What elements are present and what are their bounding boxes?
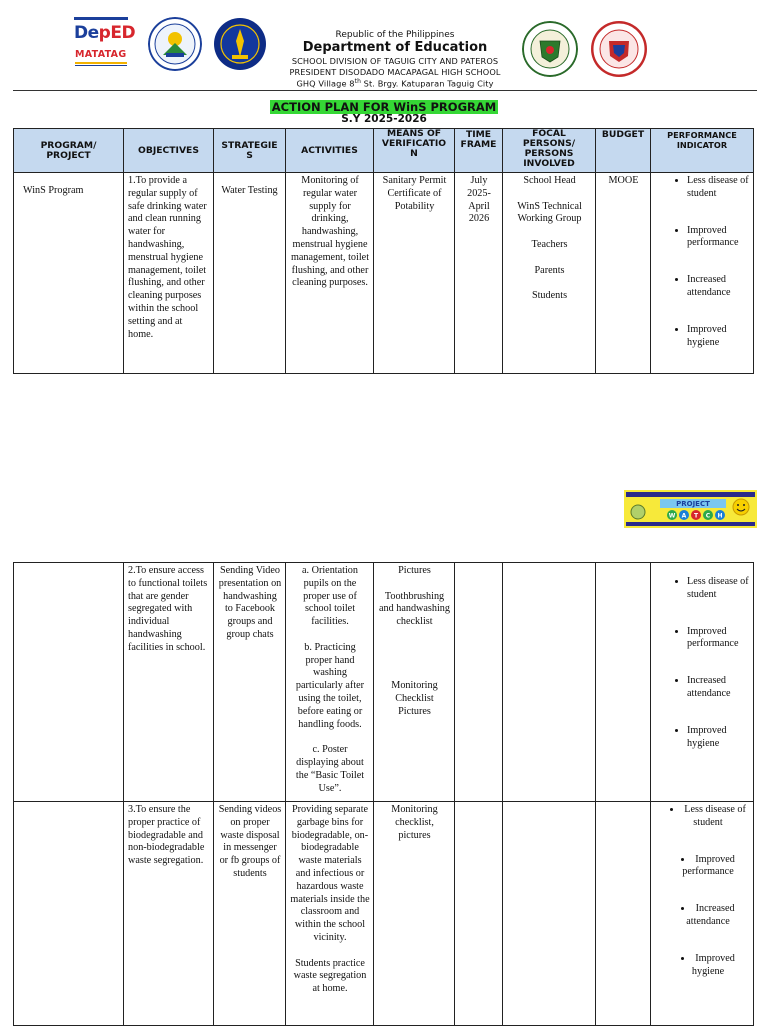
- program-cell-empty: [14, 563, 124, 802]
- objective-cell: 2.To ensure access to functional toilets that are gender segregated with individual handwashing facilities in school.: [124, 563, 214, 802]
- republic-label: Republic of the Philippines: [335, 30, 455, 40]
- project-watch-logo: [624, 490, 757, 528]
- indicator-item: • Increased attendance: [687, 274, 751, 300]
- focal-cell: School Head WinS Technical Working Group Teachers Parents Students: [503, 173, 596, 374]
- project-watch-letter: W: [668, 512, 676, 520]
- indicator-item: • Improved performance: [687, 225, 751, 251]
- project-watch-letter: A: [681, 512, 687, 520]
- deped-logo-de: De: [74, 23, 99, 43]
- strategy-cell: Sending Video presentation on handwashing to Facebook groups and group chats: [214, 563, 286, 802]
- table-row: [14, 802, 754, 1026]
- matatag-label: MATATAG: [75, 49, 127, 60]
- header-activities: ACTIVITIES: [286, 129, 374, 173]
- budget-cell-empty: [596, 563, 651, 802]
- indicator-item: • Increased attendance: [687, 675, 751, 701]
- time-frame-cell-empty: [455, 802, 503, 1026]
- indicator-item: • Less disease of student: [665, 804, 751, 830]
- header-performance: PERFORMANCE INDICATOR: [651, 129, 754, 173]
- activity-cell: a. Orientation pupils on the proper use of school toilet facilities. b. Practicing proper hand washing particularly after using the toilet, before eating or handling foods. c. Poster displaying about the “Basic Toilet Use”.: [286, 563, 374, 802]
- time-frame-cell: July 2025- April 2026: [455, 173, 503, 374]
- indicator-item: • Improved hygiene: [687, 324, 751, 350]
- department-label: Department of Education: [302, 40, 488, 55]
- activity-cell: Monitoring of regular water supply for drinking, handwashing, menstrual hygiene management, toilet flushing, and other cleaning purposes.: [286, 173, 374, 374]
- indicator-item: • Improved hygiene: [665, 953, 751, 979]
- focal-cell-empty: [503, 563, 596, 802]
- school-seal-icon: [522, 21, 578, 77]
- table-row: [14, 173, 754, 374]
- action-plan-table: [13, 128, 754, 374]
- project-watch-letter: H: [717, 512, 723, 520]
- objective-cell: 1.To provide a regular supply of safe drinking water and clean running water for handwashing, menstrual hygiene management, toilet flushing, and other cleaning purposes within the school setting and at home.: [124, 173, 214, 374]
- means-cell: Sanitary Permit Certificate of Potability: [374, 173, 455, 374]
- focal-cell-empty: [503, 802, 596, 1026]
- deped-logo-ped: pED: [98, 23, 136, 43]
- school-label: PRESIDENT DISODADO MACAPAGAL HIGH SCHOOL: [289, 67, 501, 77]
- indicator-item: • Improved hygiene: [687, 725, 751, 751]
- activity-cell: Providing separate garbage bins for biodegradable, on-biodegradable waste materials and infectious or hazardous waste materials inside the classroom and within the school vicinity. Students practice waste segregation at home.: [286, 802, 374, 1026]
- means-cell: Pictures Toothbrushing and handwashing checklist Monitoring Checklist Pictures: [374, 563, 455, 802]
- program-cell-empty: [14, 802, 124, 1026]
- means-cell: Monitoring checklist, pictures: [374, 802, 455, 1026]
- strategy-cell: Water Testing: [214, 173, 286, 374]
- budget-cell: MOOE: [596, 173, 651, 374]
- document-title: ACTION PLAN FOR WinS PROGRAM: [271, 100, 497, 114]
- division-label: SCHOOL DIVISION OF TAGUIG CITY AND PATEROS: [291, 56, 499, 66]
- objective-cell: 3.To ensure the proper practice of biodegradable and non-biodegradable waste segregation.: [124, 802, 214, 1026]
- indicator-cell: [651, 173, 754, 374]
- indicator-cell: [651, 802, 754, 1026]
- time-frame-cell-empty: [455, 563, 503, 802]
- header-means: MEANS OF VERIFICATIO N: [374, 129, 455, 173]
- program-cell: WinS Program: [14, 173, 124, 374]
- table-header-row: [14, 129, 754, 173]
- header-time-frame: TIME FRAME: [455, 129, 503, 173]
- project-watch-letter: T: [693, 512, 699, 520]
- school-year: S.Y 2025-2026: [341, 113, 427, 125]
- budget-cell-empty: [596, 802, 651, 1026]
- deped-seal-icon: [148, 17, 202, 71]
- project-watch-title: PROJECT: [676, 500, 710, 508]
- indicator-item: • Improved performance: [665, 854, 751, 880]
- deped-matatag-logo: [72, 17, 136, 69]
- project-watch-letter: C: [705, 512, 711, 520]
- header-strategies: STRATEGIE S: [214, 129, 286, 173]
- indicator-item: • Improved performance: [687, 626, 751, 652]
- header-program: PROGRAM/ PROJECT: [14, 129, 124, 173]
- header-focal: FOCAL PERSONS/ PERSONS INVOLVED: [503, 129, 596, 173]
- indicator-item: • Less disease of student: [687, 175, 751, 201]
- school-crest-icon: [591, 21, 647, 77]
- header-budget: BUDGET: [596, 129, 651, 173]
- indicator-item: • Increased attendance: [665, 903, 751, 929]
- indicator-item: • Less disease of student: [687, 576, 751, 602]
- action-plan-table-continued: [13, 562, 754, 1026]
- indicator-cell: [651, 563, 754, 802]
- strategy-cell: Sending videos on proper waste disposal in messenger or fb groups of students: [214, 802, 286, 1026]
- header-divider: [13, 90, 757, 91]
- address-label: GHQ Village 8th St. Brgy. Katuparan Taguig City: [296, 78, 494, 89]
- header-objectives: OBJECTIVES: [124, 129, 214, 173]
- table-row: [14, 563, 754, 802]
